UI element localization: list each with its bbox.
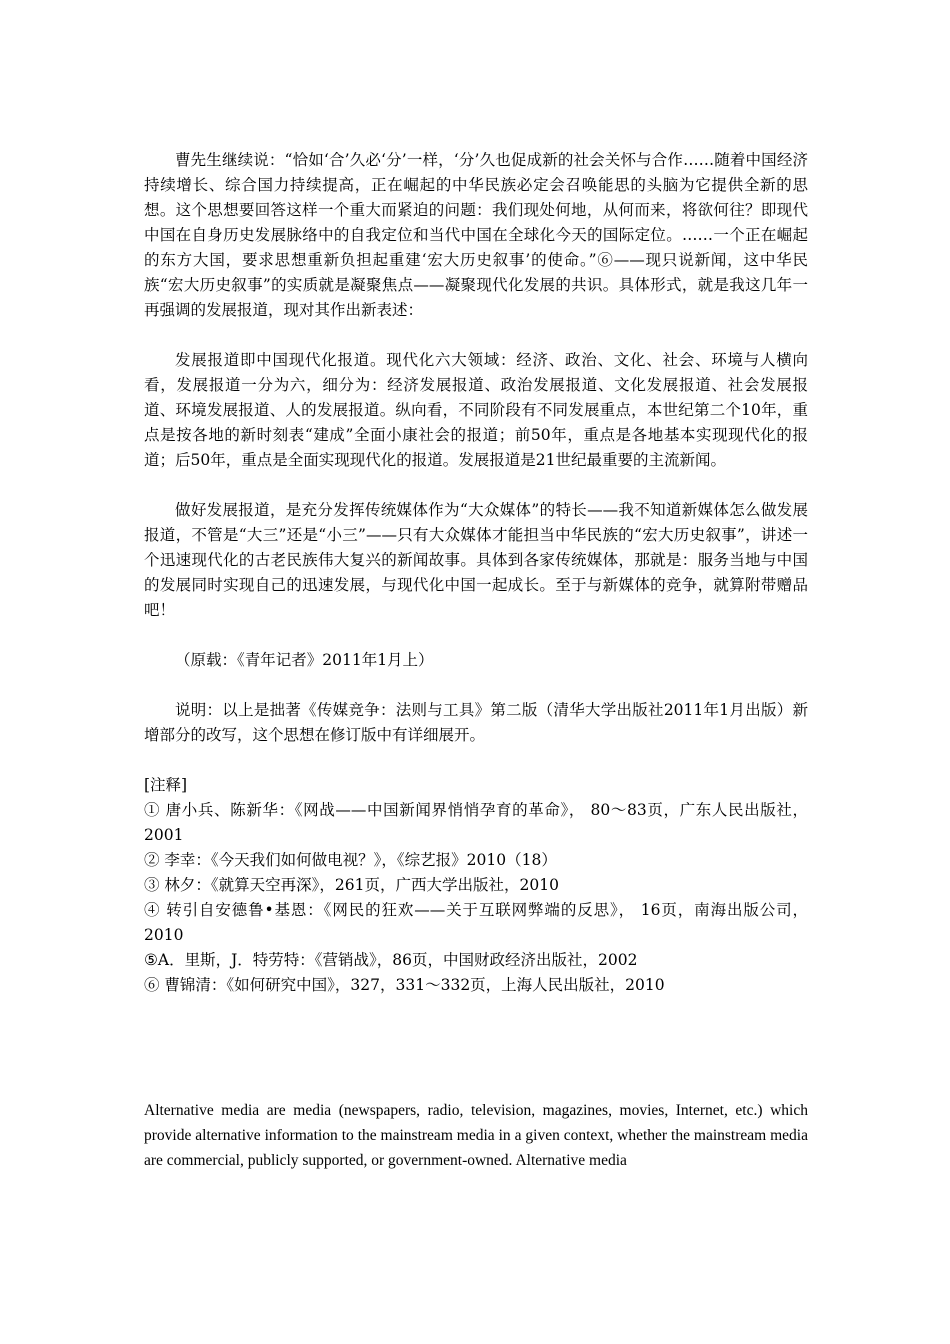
- english-paragraph: Alternative media are media (newspapers, radio, television, magazines, movies, Internet, etc.) which provide alternative information to the mainstream media in a given context, whether the mainstream media are commercial, publicly supported, or government-owned. Alternative media: [144, 1102, 808, 1169]
- note-item: ④ 转引自安德鲁•基恩：《网民的狂欢——关于互联网弊端的反思》， 16页，南海出版公司，2010: [144, 901, 808, 944]
- spacer: [144, 323, 808, 348]
- note-item: ⑤A．里斯，J．特劳特：《营销战》，86页，中国财政经济出版社，2002: [144, 951, 638, 969]
- note-item: ⑥ 曹锦清：《如何研究中国》，327，331～332页，上海人民出版社，2010: [144, 976, 665, 994]
- paragraph-traditional-media: 做好发展报道，是充分发挥传统媒体作为“大众媒体”的特长——我不知道新媒体怎么做发展报道，不管是“大三”还是“小三”——只有大众媒体才能担当中华民族的“宏大历史叙事”，讲述一个迅速现代化的古老民族伟大复兴的新闻故事。具体到各家传统媒体，那就是：服务当地与中国的发展同时实现自己的迅速发展，与现代化中国一起成长。至于与新媒体的竞争，就算附带赠品吧！: [144, 501, 808, 619]
- spacer: [144, 623, 808, 648]
- paragraph-source: （原载：《青年记者》2011年1月上）: [175, 651, 434, 669]
- spacer: [144, 998, 808, 1098]
- paragraph-cao-quote: 曹先生继续说：“恰如‘合’久必‘分’一样，‘分’久也促成新的社会关怀与合作……随着中国经济持续增长、综合国力持续提高，正在崛起的中华民族必定会召唤能思的头脑为它提供全新的思想。这个思想要回答这样一个重大而紧迫的问题：我们现处何地，从何而来，将欲何往？即现代中国在自身历史发展脉络中的自我定位和当代中国在全球化今天的国际定位。……一个正在崛起的东方大国，要求思想重新负担起重建‘宏大历史叙事’的使命。”⑥——现只说新闻，这中华民族“宏大历史叙事”的实质就是凝聚焦点——凝聚现代化发展的共识。具体形式，就是我这几年一再强调的发展报道，现对其作出新表述：: [144, 151, 808, 319]
- paragraph-explanation: 说明：以上是拙著《传媒竞争：法则与工具》第二版（清华大学出版社2011年1月出版）新增部分的改写，这个思想在修订版中有详细展开。: [144, 701, 808, 744]
- note-item: ① 唐小兵、陈新华：《网战——中国新闻界悄悄孕育的革命》， 80～83页，广东人民出版社，2001: [144, 801, 808, 844]
- notes-heading: [注释]: [144, 776, 188, 794]
- note-item: ② 李幸：《今天我们如何做电视？》，《综艺报》2010（18）: [144, 851, 557, 869]
- spacer: [144, 673, 808, 698]
- spacer: [144, 748, 808, 773]
- spacer: [144, 473, 808, 498]
- paragraph-development-reporting: 发展报道即中国现代化报道。现代化六大领域：经济、政治、文化、社会、环境与人横向看，发展报道一分为六，细分为：经济发展报道、政治发展报道、文化发展报道、社会发展报道、环境发展报道、人的发展报道。纵向看，不同阶段有不同发展重点，本世纪第二个10年，重点是按各地的新时刻表“建成”全面小康社会的报道；前50年，重点是各地基本实现现代化的报道；后50年，重点是全面实现现代化的报道。发展报道是21世纪最重要的主流新闻。: [144, 351, 808, 469]
- note-item: ③ 林夕：《就算天空再深》，261页，广西大学出版社，2010: [144, 876, 559, 894]
- document-page: [144, 148, 808, 1173]
